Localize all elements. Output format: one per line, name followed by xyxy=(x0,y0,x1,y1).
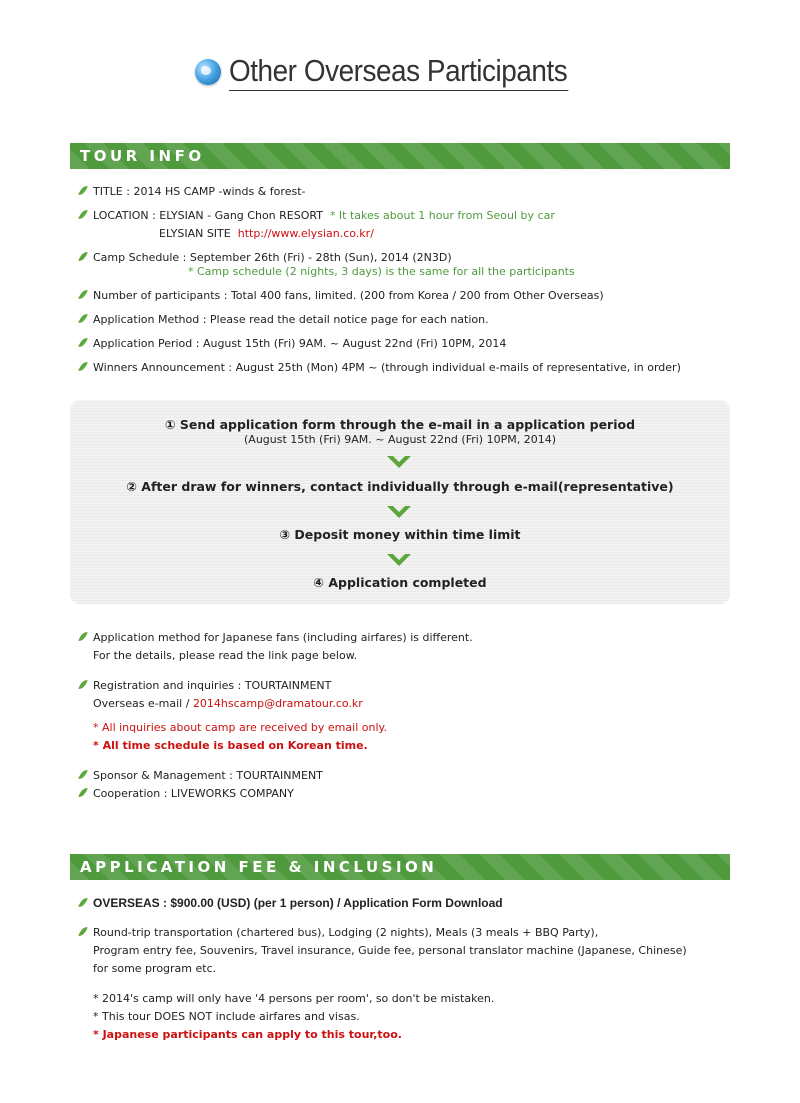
leaf-bullet-icon xyxy=(78,925,87,937)
leaf-bullet-icon xyxy=(78,786,87,798)
info-method: Application Method : Please read the detail notice page for each nation. xyxy=(80,311,489,329)
leaf-bullet-icon xyxy=(78,288,87,300)
section-title: APPLICATION FEE & INCLUSION xyxy=(80,858,438,876)
site-link[interactable]: http://www.elysian.co.kr/ xyxy=(237,227,374,240)
note-sponsor: Sponsor & Management : TOURTAINMENT xyxy=(80,767,323,785)
info-location: LOCATION : ELYSIAN - Gang Chon RESORT * It takes about 1 hour from Seoul by car xyxy=(80,207,555,225)
step-3: ③ Deposit money within time limit xyxy=(279,527,521,542)
chevron-down-icon xyxy=(387,554,411,566)
leaf-bullet-icon xyxy=(78,678,87,690)
leaf-bullet-icon xyxy=(78,896,87,908)
leaf-bullet-icon xyxy=(78,250,87,262)
globe-icon xyxy=(195,59,221,85)
note-registration: Registration and inquiries : TOURTAINMENT xyxy=(80,677,331,695)
inquiry-note: * All inquiries about camp are received by email only. xyxy=(93,721,387,734)
step-1-sub: (August 15th (Fri) 9AM. ~ August 22nd (Fri) 10PM, 2014) xyxy=(244,433,556,446)
info-site: ELYSIAN SITE http://www.elysian.co.kr/ xyxy=(159,227,374,240)
schedule-note: * Camp schedule (2 nights, 3 days) is the same for all the participants xyxy=(188,265,575,278)
page-header xyxy=(0,52,800,91)
time-note: * All time schedule is based on Korean time. xyxy=(93,739,368,752)
leaf-bullet-icon xyxy=(78,312,87,324)
location-note: * It takes about 1 hour from Seoul by car xyxy=(329,209,555,222)
chevron-down-icon xyxy=(387,456,411,468)
fee-note-1: * 2014's camp will only have '4 persons per room', so don't be mistaken. xyxy=(93,992,495,1005)
info-title: TITLE : 2014 HS CAMP -winds & forest- xyxy=(80,183,305,201)
fee-inclusion-3: for some program etc. xyxy=(93,962,217,975)
note-email-row: Overseas e-mail / 2014hscamp@dramatour.co.kr xyxy=(93,697,363,710)
fee-note-2: * This tour DOES NOT include airfares and visas. xyxy=(93,1010,360,1023)
fee-inclusion: Round-trip transportation (chartered bus), Lodging (2 nights), Meals (3 meals + BBQ Party), xyxy=(80,924,598,942)
leaf-bullet-icon xyxy=(78,630,87,642)
section-header-fee xyxy=(70,854,730,880)
section-title: TOUR INFO xyxy=(80,147,205,165)
leaf-bullet-icon xyxy=(78,360,87,372)
leaf-bullet-icon xyxy=(78,208,87,220)
step-2: ② After draw for winners, contact individually through e-mail(representative) xyxy=(126,479,674,494)
note-japan: Application method for Japanese fans (including airfares) is different. xyxy=(80,629,473,647)
leaf-bullet-icon xyxy=(78,336,87,348)
info-winners: Winners Announcement : August 25th (Mon) 4PM ~ (through individual e-mails of representative, in order) xyxy=(80,359,681,377)
step-4: ④ Application completed xyxy=(313,575,487,590)
page-title: Other Overseas Participants xyxy=(229,52,568,91)
fee-inclusion-2: Program entry fee, Souvenirs, Travel insurance, Guide fee, personal translator machine (Japanese, Chinese) xyxy=(93,944,687,957)
page-title-group xyxy=(195,52,606,91)
fee-overseas xyxy=(80,894,503,912)
leaf-bullet-icon xyxy=(78,184,87,196)
info-schedule: Camp Schedule : September 26th (Fri) - 28th (Sun), 2014 (2N3D) xyxy=(80,249,452,267)
section-header-tour-info xyxy=(70,143,730,169)
chevron-down-icon xyxy=(387,506,411,518)
note-cooperation: Cooperation : LIVEWORKS COMPANY xyxy=(80,785,294,803)
application-form-link[interactable]: OVERSEAS : $900.00 (USD) (per 1 person) / Application Form Download xyxy=(93,896,503,910)
email-link[interactable]: 2014hscamp@dramatour.co.kr xyxy=(192,697,363,710)
leaf-bullet-icon xyxy=(78,768,87,780)
note-japan-detail: For the details, please read the link page below. xyxy=(93,649,358,662)
fee-note-3: * Japanese participants can apply to this tour,too. xyxy=(93,1028,402,1041)
application-steps-box xyxy=(70,400,730,604)
step-1: ① Send application form through the e-mail in a application period xyxy=(164,417,636,432)
info-period: Application Period : August 15th (Fri) 9AM. ~ August 22nd (Fri) 10PM, 2014 xyxy=(80,335,506,353)
info-participants: Number of participants : Total 400 fans, limited. (200 from Korea / 200 from Other Overseas) xyxy=(80,287,604,305)
